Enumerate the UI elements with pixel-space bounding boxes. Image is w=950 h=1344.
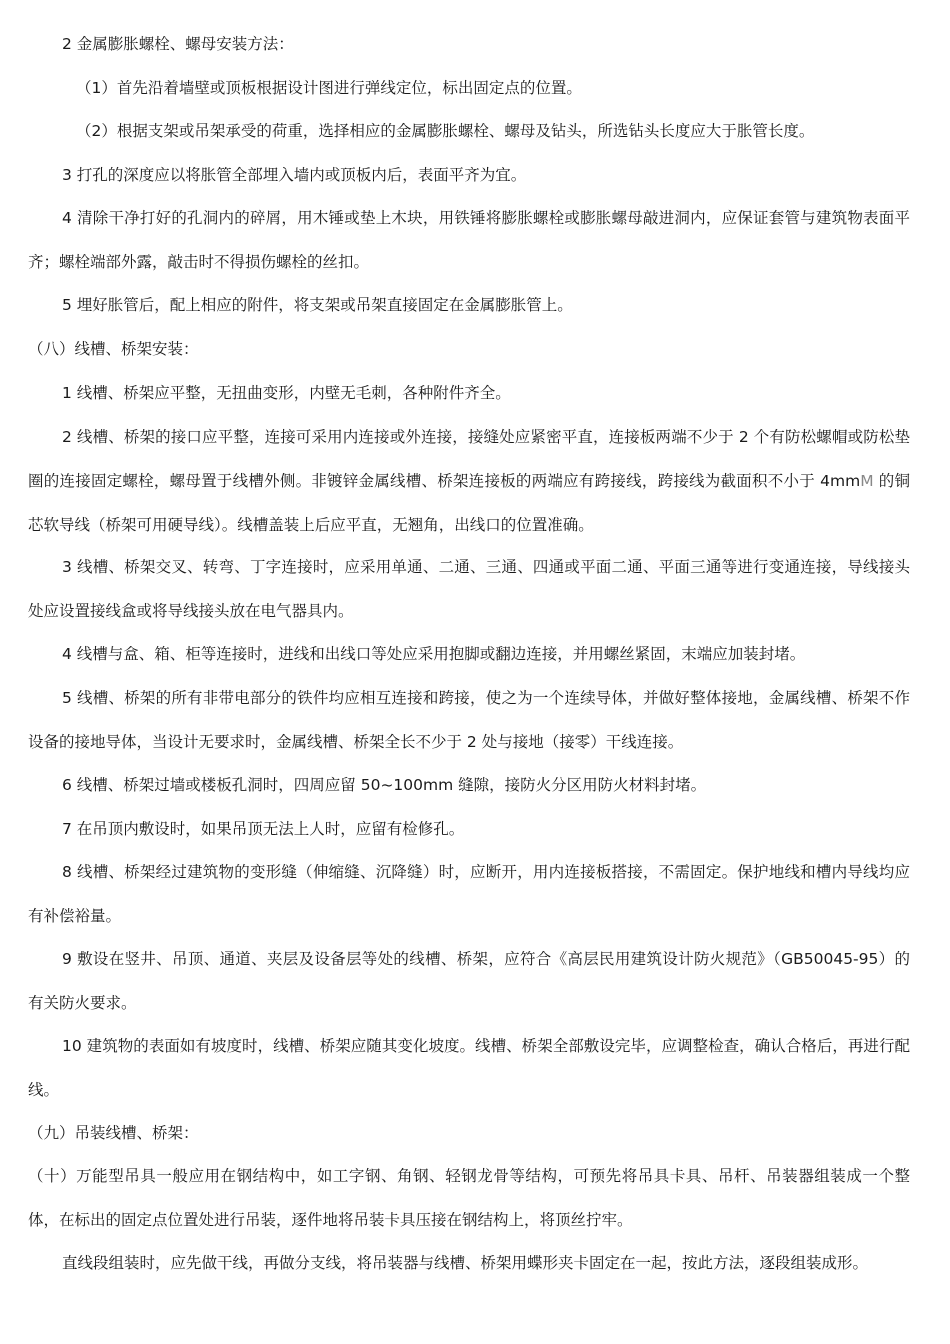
paragraph-trunking-4: 4 线槽与盒、箱、柜等连接时，进线和出线口等处应采用抱脚或翻边连接，并用螺丝紧固，末端应加装封堵。 <box>62 645 806 663</box>
paragraph-item-4: 4 清除干净打好的孔洞内的碎屑，用木锤或垫上木块，用铁锤将膨胀螺栓或膨胀螺母敲进洞内，应保证套管与建筑物表面平齐；螺栓端部外露，敲击时不得损伤螺栓的丝扣。 <box>28 209 910 271</box>
paragraph-trunking-9: 9 敷设在竖井、吊顶、通道、夹层及设备层等处的线槽、桥架，应符合《高层民用建筑设计防火规范》（GB50045-95）的有关防火要求。 <box>28 950 910 1012</box>
paragraph-trunking-10: 10 建筑物的表面如有坡度时，线槽、桥架应随其变化坡度。线槽、桥架全部敷设完毕，应调整检查，确认合格后，再进行配线。 <box>28 1037 910 1099</box>
paragraph-straight-assembly: 直线段组装时，应先做干线，再做分支线，将吊装器与线槽、桥架用蝶形夹卡固定在一起，按此方法，逐段组装成形。 <box>62 1254 869 1272</box>
paragraph-trunking-5: 5 线槽、桥架的所有非带电部分的铁件均应相互连接和跨接，使之为一个连续导体，并做好整体接地，金属线槽、桥架不作设备的接地导体，当设计无要求时，金属线槽、桥架全长不少于 2 处与接地（接零）干线连接。 <box>28 689 910 751</box>
unit-mark: M <box>860 472 874 490</box>
section-heading-10: （十）万能型吊具一般应用在钢结构中，如工字钢、角钢、轻钢龙骨等结构，可预先将吊具卡具、吊杆、吊装器组装成一个整体，在标出的固定点位置处进行吊装，逐件地将吊装卡具压接在钢结构上，将顶丝拧牢。 <box>28 1167 910 1229</box>
paragraph-item-3: 3 打孔的深度应以将胀管全部埋入墙内或顶板内后，表面平齐为宜。 <box>62 166 527 184</box>
paragraph-trunking-8: 8 线槽、桥架经过建筑物的变形缝（伸缩缝、沉降缝）时，应断开，用内连接板搭接，不需固定。保护地线和槽内导线均应有补偿裕量。 <box>28 863 910 925</box>
paragraph-step-1: （1）首先沿着墙壁或顶板根据设计图进行弹线定位，标出固定点的位置。 <box>76 79 582 97</box>
paragraph-step-2: （2）根据支架或吊架承受的荷重，选择相应的金属膨胀螺栓、螺母及钻头，所选钻头长度应大于胀管长度。 <box>76 122 815 140</box>
paragraph-bolt-method: 2 金属膨胀螺栓、螺母安装方法： <box>62 35 294 53</box>
section-heading-9: （九）吊装线槽、桥架： <box>28 1124 199 1142</box>
paragraph-trunking-2-tail: 的铜芯软导线（桥架可用硬导线）。线槽盖装上后应平直，无翘角，出线口的位置准确。 <box>28 472 910 534</box>
paragraph-trunking-1: 1 线槽、桥架应平整，无扭曲变形，内壁无毛刺，各种附件齐全。 <box>62 384 511 402</box>
paragraph-trunking-7: 7 在吊顶内敷设时，如果吊顶无法上人时，应留有检修孔。 <box>62 820 465 838</box>
section-heading-8: （八）线槽、桥架安装： <box>28 340 199 358</box>
paragraph-trunking-2 <box>28 415 910 547</box>
paragraph-trunking-3: 3 线槽、桥架交叉、转弯、丁字连接时，应采用单通、二通、三通、四通或平面二通、平面三通等进行变通连接，导线接头处应设置接线盒或将导线接头放在电气器具内。 <box>28 558 910 620</box>
paragraph-item-5: 5 埋好胀管后，配上相应的附件，将支架或吊架直接固定在金属膨胀管上。 <box>62 296 573 314</box>
paragraph-trunking-2-text: 2 线槽、桥架的接口应平整，连接可采用内连接或外连接，接缝处应紧密平直，连接板两端不少于 2 个有防松螺帽或防松垫圈的连接固定螺栓，螺母置于线槽外侧。非镀锌金属线槽、桥架连接板的两端应有跨接线，跨接线为截面积不小于 4mm <box>28 428 910 490</box>
paragraph-trunking-6: 6 线槽、桥架过墙或楼板孔洞时，四周应留 50~100mm 缝隙，接防火分区用防火材料封堵。 <box>62 776 707 794</box>
